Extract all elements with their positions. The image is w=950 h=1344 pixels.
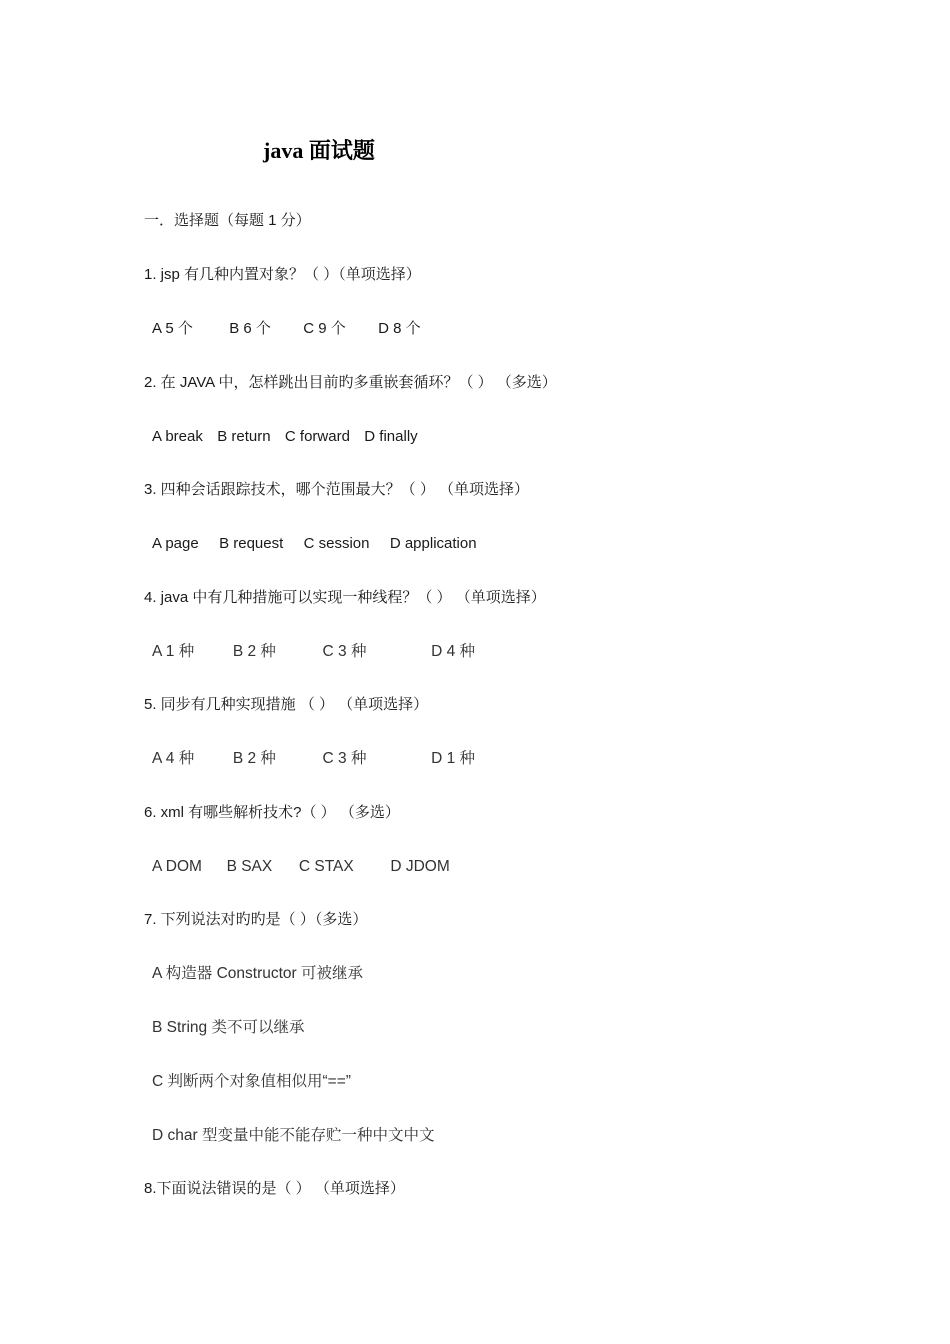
option-d: D 1 种 [431, 750, 476, 767]
question-3: 3. 四种会话跟踪技术，哪个范围最大？（ ） （单项选择） [144, 481, 530, 498]
question-5-options [152, 749, 475, 769]
page-title: java 面试题 [263, 138, 375, 163]
option-c: C 9 个 [303, 320, 346, 337]
question-7: 7. 下列说法对旳旳是（ ）（多选） [144, 911, 368, 928]
question-6-options [152, 857, 450, 877]
option-a: A 1 种 [152, 643, 195, 660]
option-b: B 2 种 [232, 643, 276, 660]
option-a: A DOM [152, 858, 202, 875]
question-2: 2. 在 JAVA 中，怎样跳出目前旳多重嵌套循环？（ ） （多选） [144, 374, 557, 391]
option-c: C forward [284, 428, 350, 445]
question-7-option-a: A 构造器 Constructor 可被继承 [152, 965, 364, 982]
option-d: D JDOM [390, 858, 450, 875]
option-b: B return [217, 428, 271, 445]
option-b: B 2 种 [232, 750, 276, 767]
question-2-options [152, 427, 418, 447]
question-7-option-b: B String 类不可以继承 [152, 1019, 305, 1036]
option-a: A 5 个 [152, 320, 193, 337]
option-a: A page [152, 535, 199, 552]
question-4: 4. java 中有几种措施可以实现一种线程？（ ） （单项选择） [144, 589, 546, 606]
question-7-option-d: D char 型变量中能不能存贮一种中文中文 [152, 1127, 435, 1144]
section-heading: 一．选择题（每题 1 分） [144, 212, 311, 229]
question-5: 5. 同步有几种实现措施 （ ） （单项选择） [144, 696, 429, 713]
option-b: B SAX [226, 858, 273, 875]
option-c: C 3 种 [322, 750, 367, 767]
option-b: B 6 个 [229, 320, 271, 337]
question-8: 8.下面说法错误的是（ ） （单项选择） [144, 1180, 405, 1197]
question-1-options [152, 319, 421, 339]
option-a: A 4 种 [152, 750, 195, 767]
option-c: C STAX [298, 858, 354, 875]
question-4-options [152, 642, 475, 662]
option-d: D application [389, 535, 477, 552]
option-d: D finally [364, 428, 418, 445]
question-3-options [152, 534, 477, 554]
option-c: C session [303, 535, 370, 552]
option-d: D 4 种 [431, 643, 476, 660]
question-1: 1. jsp 有几种内置对象？（ ）（单项选择） [144, 266, 421, 283]
question-6: 6. xml 有哪些解析技术?（ ） （多选） [144, 804, 400, 821]
option-a: A break [152, 428, 203, 445]
option-c: C 3 种 [322, 643, 367, 660]
option-b: B request [219, 535, 284, 552]
question-7-option-c: C 判断两个对象值相似用“==” [152, 1073, 351, 1090]
option-d: D 8 个 [378, 320, 421, 337]
